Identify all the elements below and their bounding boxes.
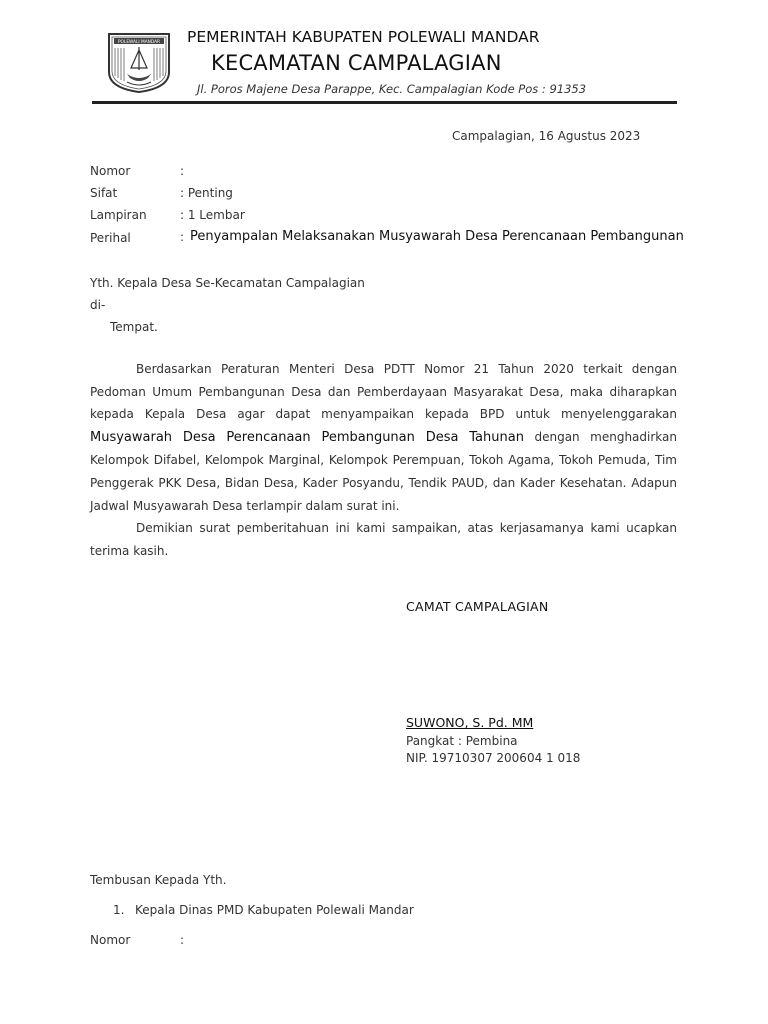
cc-item-number: 1. bbox=[113, 903, 125, 917]
office-name: KECAMATAN CAMPALAGIAN bbox=[211, 51, 502, 75]
cc-heading: Tembusan Kepada Yth. bbox=[90, 873, 227, 887]
government-name: PEMERINTAH KABUPATEN POLEWALI MANDAR bbox=[187, 28, 540, 46]
recipient-di: di- bbox=[90, 298, 106, 312]
regency-logo bbox=[107, 32, 171, 94]
cc-item: Kepala Dinas PMD Kabupaten Polewali Mandar bbox=[135, 903, 414, 917]
office-address: Jl. Poros Majene Desa Parappe, Kec. Campalagian Kode Pos : 91353 bbox=[197, 82, 587, 96]
nomor-label: Nomor bbox=[90, 164, 131, 178]
body-text-intro: Berdasarkan Peraturan Menteri Desa PDTT Nomor 21 Tahun 2020 terkait dengan Pedoman Umum Pembangunan Desa dan Pemberdayaan Masyarakat Desa, maka diharapkan kepada Kepala Desa agar dapat menyampaikan kepada BPD untuk menyelenggarakan bbox=[90, 362, 677, 422]
signatory-name: SUWONO, S. Pd. MM bbox=[406, 715, 534, 730]
lampiran-label: Lampiran bbox=[90, 208, 147, 222]
body-paragraph-1 bbox=[90, 358, 677, 517]
sifat-label: Sifat bbox=[90, 186, 118, 200]
place-date: Campalagian, 16 Agustus 2023 bbox=[452, 129, 641, 143]
perihal-value: Penyampalan Melaksanakan Musyawarah Desa Perencanaan Pembangunan bbox=[190, 229, 684, 244]
footer-nomor-label: Nomor bbox=[90, 933, 131, 947]
signatory-nip: NIP. 19710307 200604 1 018 bbox=[406, 751, 581, 765]
nomor-value: : bbox=[180, 164, 185, 178]
signatory-rank: Pangkat : Pembina bbox=[406, 734, 518, 748]
letter-body bbox=[90, 358, 677, 562]
recipient-place: Tempat. bbox=[110, 320, 158, 334]
perihal-colon: : bbox=[180, 230, 185, 244]
signatory-title: CAMAT CAMPALAGIAN bbox=[406, 599, 549, 614]
body-text-rest: dengan menghadirkan Kelompok Difabel, Kelompok Marginal, Kelompok Perempuan, Tokoh Agama, Tokoh Pemuda, Tim Penggerak PKK Desa, Bidan Desa, Kader Posyandu, Tendik PAUD, dan Kader Kesehatan. Adapun Jadwal Musyawarah Desa terlampir dalam surat ini. bbox=[90, 429, 677, 513]
perihal-label: Perihal bbox=[90, 231, 131, 245]
body-emphasis: Musyawarah Desa Perencanaan Pembangunan Desa Tahunan bbox=[90, 429, 524, 445]
logo-lettering: POLEWALI MANDAR bbox=[117, 40, 161, 45]
recipient-line: Yth. Kepala Desa Se-Kecamatan Campalagian bbox=[90, 276, 365, 290]
body-paragraph-2: Demikian surat pemberitahuan ini kami sampaikan, atas kerjasamanya kami ucapkan terima kasih. bbox=[90, 521, 677, 558]
sifat-value: : Penting bbox=[180, 186, 233, 200]
footer-nomor-colon: : bbox=[180, 933, 185, 947]
letterhead-divider bbox=[92, 101, 677, 104]
lampiran-value: : 1 Lembar bbox=[180, 208, 245, 222]
